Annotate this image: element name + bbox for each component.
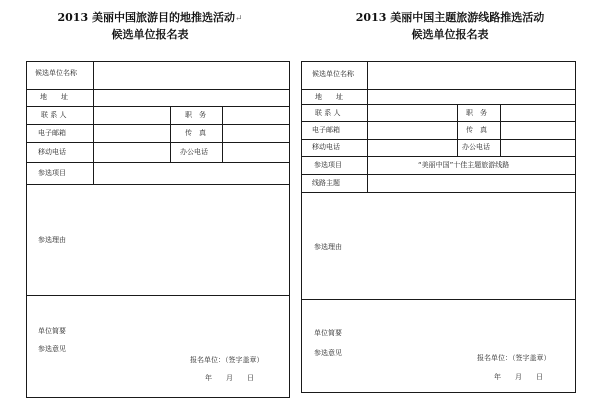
date-label: 年 月 日 [205, 374, 254, 382]
label-unit-name: 候选单位名称 [312, 70, 354, 78]
form-title: 2013 美丽中国旅游目的地推选活动↵ [57, 11, 243, 24]
reason-field[interactable] [303, 194, 573, 298]
label-fax: 传 真 [185, 129, 206, 137]
reason-field[interactable] [28, 186, 287, 294]
unit-name-field[interactable] [95, 63, 287, 88]
project-field[interactable] [95, 164, 287, 183]
label-office-phone: 办公电话 [180, 148, 208, 156]
label-project: 参选项目 [314, 161, 342, 169]
label-mobile: 移动电话 [38, 148, 66, 156]
fax-field[interactable] [224, 126, 287, 141]
fax-field[interactable] [502, 123, 573, 138]
office-phone-field[interactable] [502, 141, 573, 155]
mobile-field[interactable] [369, 141, 455, 155]
form-subtitle: 候选单位报名表 [111, 28, 189, 41]
label-reason: 参选理由 [314, 243, 342, 251]
office-phone-field[interactable] [224, 144, 287, 161]
label-route-theme: 线路主题 [312, 179, 340, 187]
label-opinion-line1: 单位简要 [314, 329, 342, 337]
label-contact: 联 系 人 [41, 111, 67, 119]
position-field[interactable] [224, 108, 287, 123]
return-mark-icon: ↵ [234, 14, 243, 24]
label-contact: 联 系 人 [315, 109, 341, 117]
label-address: 地 址 [315, 93, 343, 101]
date-label: 年 月 日 [494, 373, 543, 381]
mobile-field[interactable] [95, 144, 168, 161]
route-theme-field[interactable] [369, 176, 573, 191]
label-reason: 参选理由 [38, 236, 66, 244]
project-value: “美丽中国”十佳主题旅游线路 [418, 161, 510, 169]
label-position: 职 务 [185, 111, 206, 119]
email-field[interactable] [369, 123, 455, 138]
signature-label: 报名单位：（签字盖章） [477, 354, 551, 362]
label-fax: 传 真 [466, 126, 487, 134]
label-opinion-line2: 参选意见 [314, 349, 342, 357]
label-unit-name: 候选单位名称 [35, 69, 77, 77]
label-address: 地 址 [40, 93, 68, 101]
label-email: 电子邮箱 [38, 129, 66, 137]
form-subtitle: 候选单位报名表 [411, 28, 489, 41]
contact-field[interactable] [95, 108, 168, 123]
position-field[interactable] [502, 106, 573, 120]
label-email: 电子邮箱 [312, 126, 340, 134]
contact-field[interactable] [369, 106, 455, 120]
label-office-phone: 办公电话 [462, 143, 490, 151]
label-project: 参选项目 [38, 169, 66, 177]
label-position: 职 务 [466, 109, 487, 117]
address-field[interactable] [95, 91, 287, 105]
email-field[interactable] [95, 126, 168, 141]
signature-label: 报名单位：（签字盖章） [190, 356, 264, 364]
address-field[interactable] [369, 91, 573, 103]
label-opinion-line1: 单位简要 [38, 327, 66, 335]
label-mobile: 移动电话 [312, 143, 340, 151]
unit-name-field[interactable] [369, 63, 573, 88]
label-opinion-line2: 参选意见 [38, 345, 66, 353]
form-title: 2013 美丽中国主题旅游线路推选活动 [355, 11, 545, 24]
